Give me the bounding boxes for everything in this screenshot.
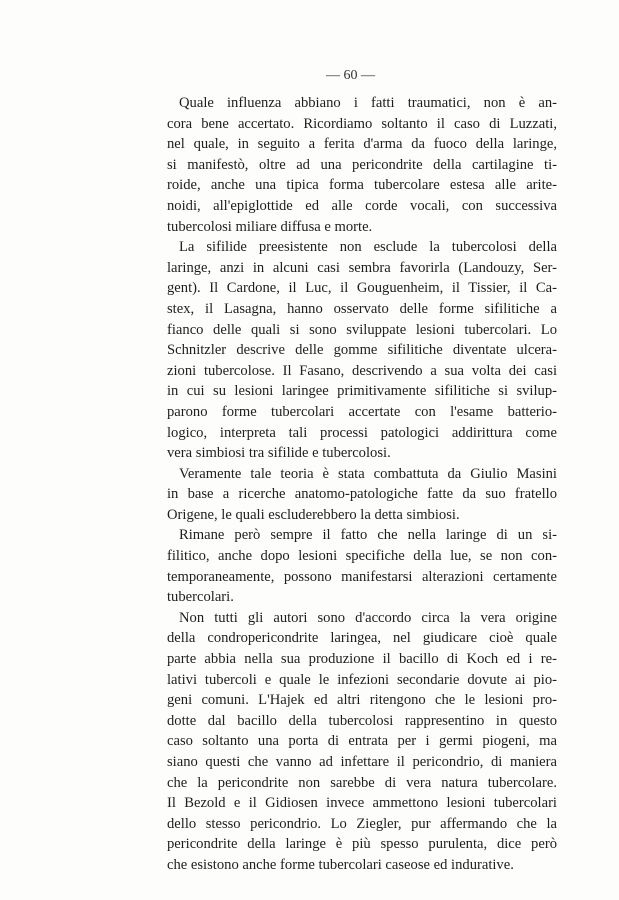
text-line: Non tutti gli autori sono d'accordo circa la vera origine xyxy=(179,609,557,626)
text-line: Quale influenza abbiano i fatti traumatici, non è an- xyxy=(179,95,557,111)
text-line: nel quale, in seguito a ferita d'arma da fuoco della laringe, xyxy=(167,136,557,153)
text-line: della condropericondrite laringea, nel giudicare cioè quale xyxy=(167,630,557,647)
text-line: dello stesso pericondrio. Lo Ziegler, pur affermando che la xyxy=(167,815,557,832)
text-line: cora bene accertato. Ricordiamo soltanto il caso di Luzzati, xyxy=(167,115,557,132)
text-line: stex, il Lasagna, hanno osservato delle forme sifilitiche a xyxy=(167,300,557,317)
text-line: noidi, all'epiglottide ed alle corde vocali, con successiva xyxy=(167,197,557,214)
text-line: tubercolosi miliare diffusa e morte. xyxy=(167,218,373,235)
text-line: che esistono anche forme tubercolari caseose ed indurative. xyxy=(167,856,514,873)
text-line: La sifilide preesistente non esclude la tubercolosi della xyxy=(179,239,557,256)
page-number: — 60 — xyxy=(326,68,375,83)
text-line: vera simbiosi tra sifilide e tubercolosi. xyxy=(167,445,391,462)
paragraph xyxy=(167,525,557,607)
text-line: Schnitzler descrive delle gomme sifilitiche diventate ulcera- xyxy=(167,342,557,359)
text-line: gent). Il Cardone, il Luc, il Gouguenheim, il Tissier, il Ca- xyxy=(167,280,557,297)
text-line: Rimane però sempre il fatto che nella laringe di un si- xyxy=(179,527,557,544)
text-line: filitico, anche dopo lesioni specifiche della lue, se non con- xyxy=(167,548,557,565)
paragraph xyxy=(167,93,557,237)
text-line: che la pericondrite non sarebbe di vera natura tubercolare. xyxy=(167,774,557,791)
text-line: caso soltanto una porta di entrata per i germi piogeni, ma xyxy=(167,733,557,750)
paragraph xyxy=(167,237,557,464)
text-line: temporaneamente, possono manifestarsi alterazioni certamente xyxy=(167,568,557,585)
paragraph xyxy=(167,464,557,526)
text-line: tubercolari. xyxy=(167,589,234,606)
text-line: zioni tubercolose. Il Fasano, descrivendo a sua volta dei casi xyxy=(167,362,557,379)
text-line: in cui su lesioni laringee primitivamente sifilitiche si svilup- xyxy=(167,383,557,400)
text-line: logico, interpreta tali processi patologici addirittura come xyxy=(167,424,557,441)
text-line: fianco delle quali si sono sviluppate lesioni tubercolari. Lo xyxy=(167,321,557,338)
text-line: parono forme tubercolari accertate con l'esame batterio- xyxy=(167,403,557,420)
text-line: parte abbia nella sua produzione il bacillo di Koch ed i re- xyxy=(167,651,557,668)
text-line: pericondrite della laringe è più spesso purulenta, dice però xyxy=(167,836,557,853)
text-line: Il Bezold e il Gidiosen invece ammettono lesioni tubercolari xyxy=(167,795,557,812)
text-line: lativi tubercoli e quale le infezioni secondarie dovute ai pio- xyxy=(167,671,557,688)
text-line: laringe, anzi in alcuni casi sembra favorirla (Landouzy, Ser- xyxy=(167,259,557,276)
text-line: roide, anche una tipica forma tubercolare estesa alle arite- xyxy=(167,177,557,194)
text-line: Origene, le quali escluderebbero la detta simbiosi. xyxy=(167,506,460,523)
text-line: dotte dal bacillo della tubercolosi rappresentino in questo xyxy=(167,712,557,729)
text-line: Veramente tale teoria è stata combattuta da Giulio Masini xyxy=(179,465,557,482)
text-line: siano questi che vanno ad infettare il pericondrio, di maniera xyxy=(167,754,557,770)
body-text xyxy=(167,93,557,876)
text-line: in base a ricerche anatomo-patologiche fatte da suo fratello xyxy=(167,486,557,503)
text-line: si manifestò, oltre ad una pericondrite della cartilagine ti- xyxy=(167,156,557,173)
text-line: geni comuni. L'Hajek ed altri ritengono che le lesioni pro- xyxy=(167,692,557,709)
paragraph xyxy=(167,608,557,876)
